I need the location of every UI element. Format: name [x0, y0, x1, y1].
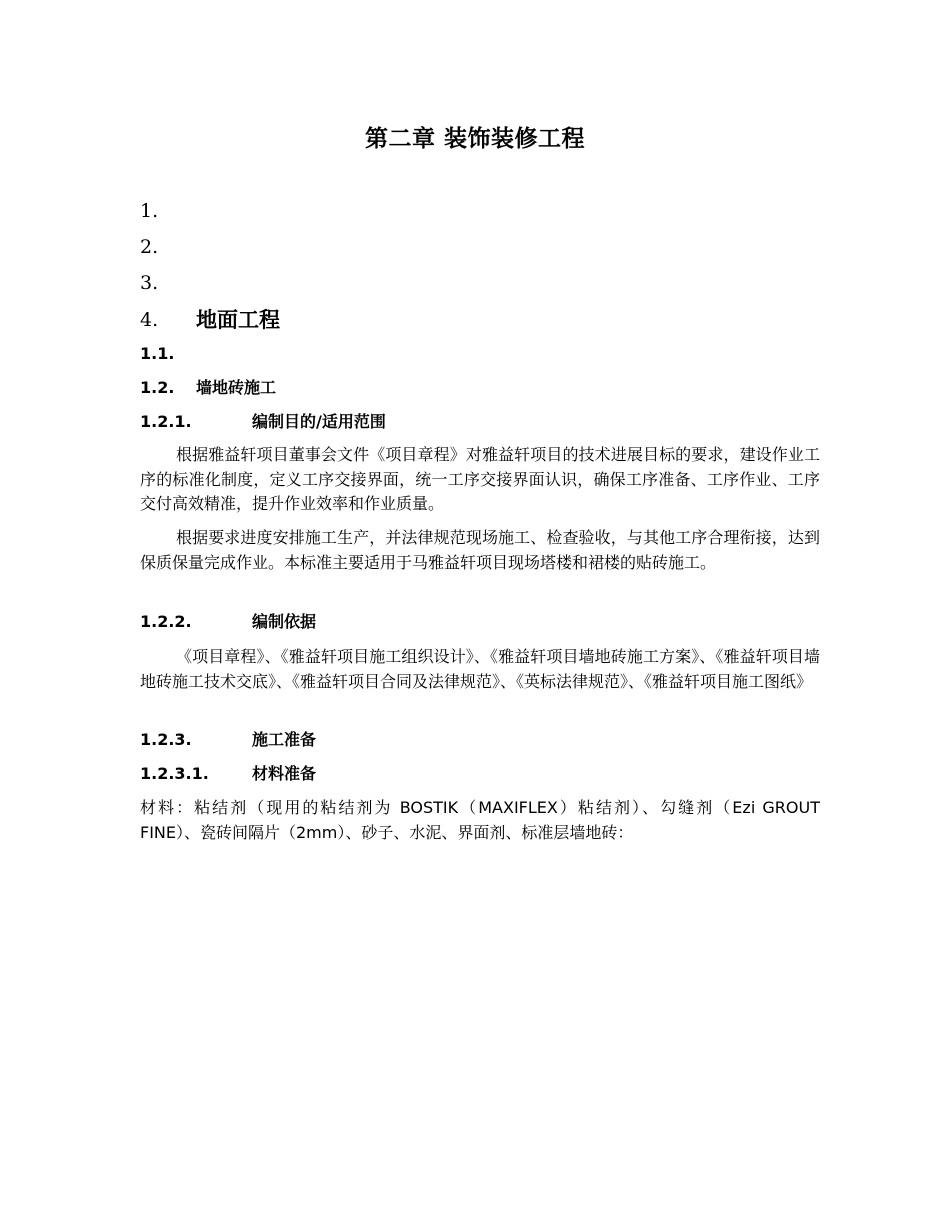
section-4-heading: [140, 306, 280, 334]
section-1-2-1-heading: [140, 410, 386, 434]
chapter-title: 第二章 装饰装修工程: [364, 126, 585, 152]
section-1-2-2-heading: [140, 610, 316, 634]
section-1-1-heading: [140, 342, 196, 366]
numbered-item-1: 1.: [140, 200, 159, 222]
section-number: 1.2.: [140, 378, 175, 397]
numbered-item-2: 2.: [140, 236, 159, 258]
section-number: 1.2.3.1.: [140, 764, 209, 783]
paragraph-purpose: 根据雅益轩项目董事会文件《项目章程》对雅益轩项目的技术进展目标的要求，建设作业工序的标准化制度，定义工序交接界面，统一工序交接界面认识，确保工序准备、工序作业、工序交付高效精准，提升作业效率和作业质量。: [140, 445, 820, 513]
section-title: 施工准备: [252, 730, 317, 749]
section-number: 4.: [140, 309, 159, 331]
section-1-2-3-heading: [140, 728, 316, 752]
section-number: 1.1.: [140, 344, 175, 363]
paragraph-scope: 根据要求进度安排施工生产，并法律规范现场施工、检查验收，与其他工序合理衔接，达到保质保量完成作业。本标准主要适用于马雅益轩项目现场塔楼和裙楼的贴砖施工。: [140, 528, 820, 572]
section-1-2-3-1-heading: [140, 762, 316, 786]
paragraph-basis: 《项目章程》、《雅益轩项目施工组织设计》、《雅益轩项目墙地砖施工方案》、《雅益轩项目墙地砖施工技术交底》、《雅益轩项目合同及法律规范》、《英标法律规范》、《雅益轩项目施工图纸》: [140, 647, 820, 691]
section-1-2-heading: [140, 376, 276, 400]
section-title: 编制目的/适用范围: [252, 412, 386, 431]
section-title: 墙地砖施工: [196, 378, 277, 397]
section-number: 1.2.1.: [140, 412, 192, 431]
section-title: 地面工程: [196, 308, 280, 332]
section-number: 1.2.3.: [140, 730, 192, 749]
section-title: 材料准备: [252, 764, 317, 783]
paragraph-materials: 材料：粘结剂（现用的粘结剂为 BOSTIK（MAXIFLEX）粘结剂）、勾缝剂（Ezi GROUT FINE）、瓷砖间隔片（2mm）、砂子、水泥、界面剂、标准层墙地砖：: [140, 798, 820, 842]
section-number: 1.2.2.: [140, 612, 192, 631]
section-title: 编制依据: [252, 612, 317, 631]
numbered-item-3: 3.: [140, 272, 159, 294]
